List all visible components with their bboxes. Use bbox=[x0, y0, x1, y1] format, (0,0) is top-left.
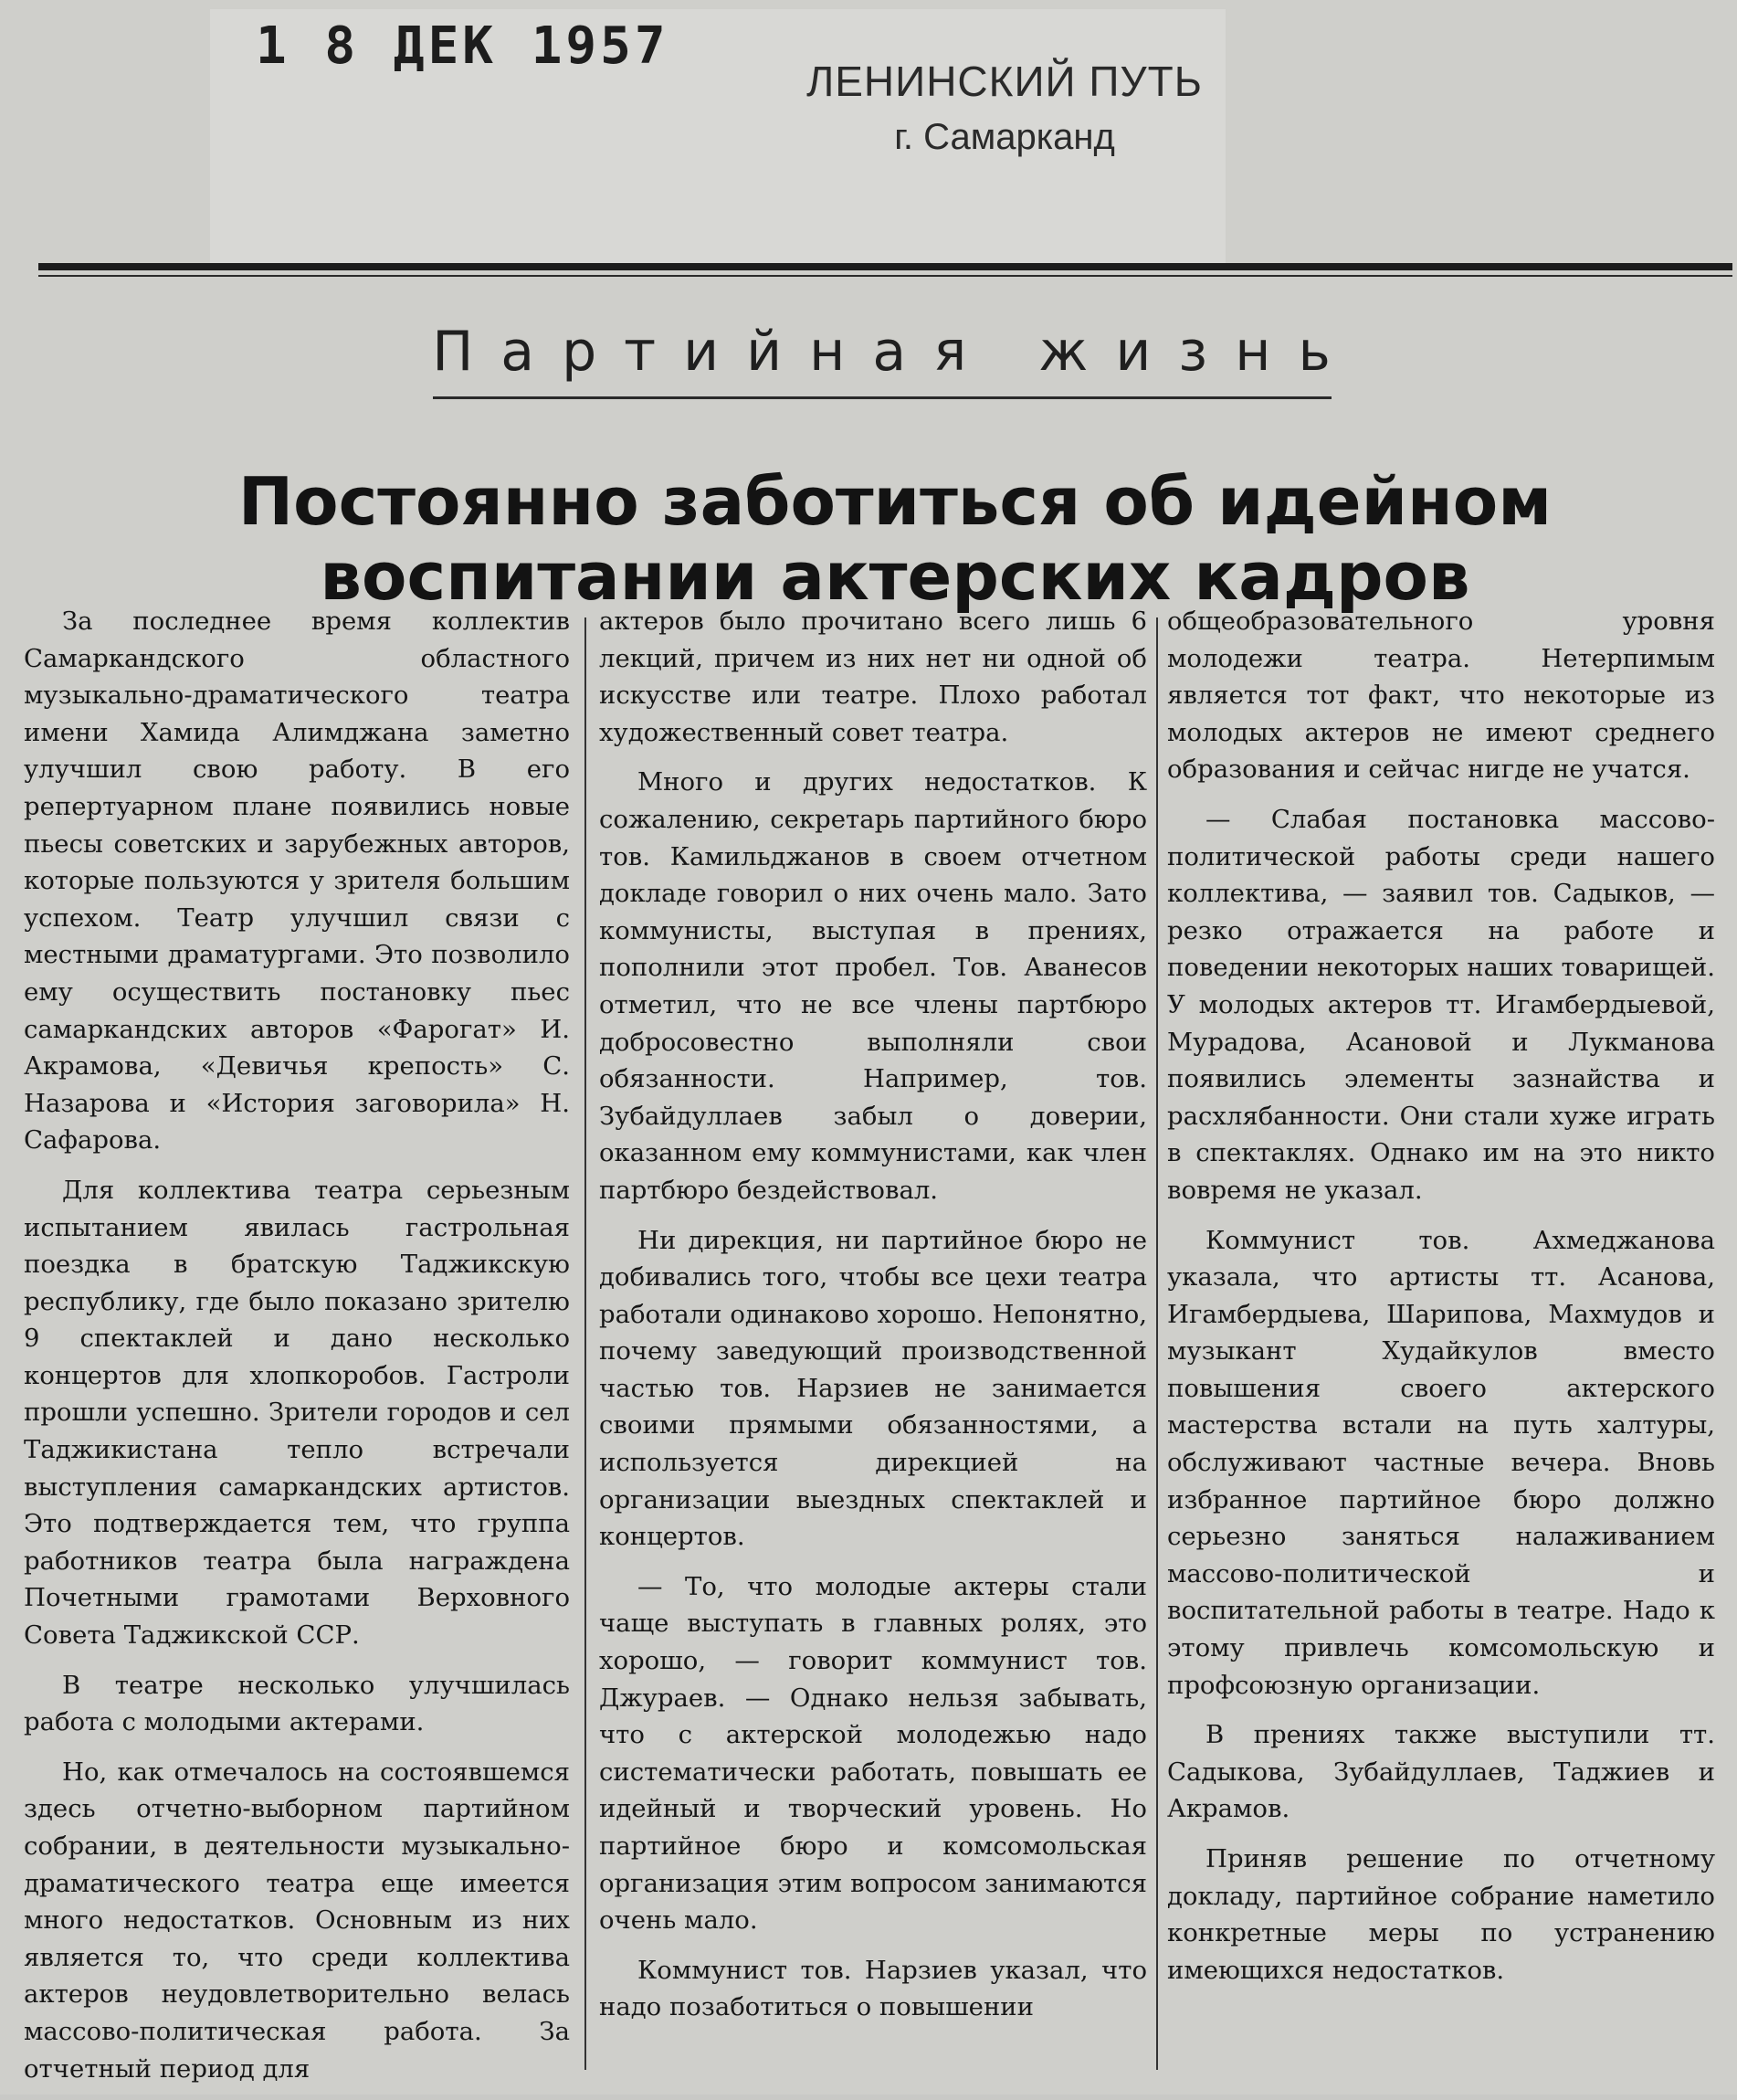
paragraph: За последнее время коллектив Самаркандского областного музыкально-драматического театра имени Хамида Алимджана заметно улучшил свою работу. В его репертуарном плане появились новые пьесы советских и зарубежных авторов, которые пользуются у зрителя большим успехом. Театр улучшил связи с местными драматургами. Это позволило ему осуществить постановку пьес самаркандских авторов «Фарогат» И. Акрамова, «Девичья крепость» С. Назарова и «История заговорила» Н. Сафарова. bbox=[24, 607, 570, 1156]
paragraph: — То, что молодые актеры стали чаще выступать в главных ролях, это хорошо, — говорит коммунист тов. Джураев. — Однако нельзя забывать, что с актерской молодежью надо систематически работать, повышать ее идейный и творческий уровень. Но партийное бюро и комсомольская организация этим вопросом занимаются очень мало. bbox=[599, 1571, 1147, 1936]
article-headline: Постоянно заботиться об идейном воспитании актерских кадров bbox=[237, 463, 1553, 616]
paragraph: Для коллектива театра серьезным испытанием явилась гастрольная поездка в братскую Таджикскую республику, где было показано зрителю 9 спектаклей и дано несколько концертов для хлопкоробов. Гастроли прошли успешно. Зрители городов и сел Таджикистана тепло встречали выступления самаркандских артистов. Это подтверждается тем, что группа работников театра была награждена Почетными грамотами Верховного Совета Таджикской ССР. bbox=[24, 1175, 570, 1651]
paragraph: актеров было прочитано всего лишь 6 лекций, причем из них нет ни одной об искусстве или театре. Плохо работал художественный совет театра. bbox=[599, 607, 1147, 747]
newspaper-name: ЛЕНИНСКИЙ ПУТЬ bbox=[806, 58, 1203, 105]
section-rubric: Партийная жизнь bbox=[432, 320, 1358, 384]
rubric-underline bbox=[433, 396, 1332, 399]
paragraph: Ни дирекция, ни партийное бюро не добивались того, чтобы все цехи театра работали одинаково хорошо. Непонятно, почему заведующий производственной частью тов. Нарзиев не занимается своими прямыми обязанностями, а используется дирекцией на организации выездных спектаклей и концертов. bbox=[599, 1225, 1147, 1552]
article-column-1 bbox=[24, 603, 570, 2100]
newspaper-city: г. Самарканд bbox=[894, 117, 1115, 157]
paragraph: В театре несколько улучшилась работа с молодыми актерами. bbox=[24, 1670, 570, 1737]
paragraph: Коммунист тов. Ахмеджанова указала, что артисты тт. Асанова, Игамбердыева, Шарипова, Махмудов и музыкант Худайкулов вместо повышения своего актерского мастерства встали на путь халтуры, обслуживают частные вечера. Вновь избранное партийное бюро должно серьезно заняться налаживанием массово-политической и воспитательной работы в театре. Надо к этому привлечь комсомольскую и профсоюзную организации. bbox=[1167, 1225, 1715, 1700]
paragraph: Много и других недостатков. К сожалению, секретарь партийного бюро тов. Камильджанов в своем отчетном докладе говорил о них очень мало. Зато коммунисты, выступая в прениях, пополнили этот пробел. Тов. Аванесов отметил, что не все члены партбюро добросовестно выполняли свои обязанности. Например, тов. Зубайдуллаев забыл о доверии, оказанном ему коммунистами, как член партбюро бездействовал. bbox=[599, 767, 1147, 1205]
paragraph: Коммунист тов. Нарзиев указал, что надо позаботиться о повышении bbox=[599, 1955, 1147, 2022]
column-divider bbox=[1156, 617, 1158, 2070]
paragraph: В прениях также выступили тт. Садыкова, Зубайдуллаев, Таджиев и Акрамов. bbox=[1167, 1720, 1715, 1824]
paragraph: Приняв решение по отчетному докладу, партийное собрание наметило конкретные меры по устранению имеющихся недостатков. bbox=[1167, 1844, 1715, 1985]
header-rule bbox=[38, 263, 1732, 270]
header-rule-thin bbox=[38, 275, 1732, 277]
date-stamp: 1 8 ДЕК 1957 bbox=[256, 16, 669, 76]
paragraph: Но, как отмечалось на состоявшемся здесь отчетно-выборном партийном собрании, в деятельности музыкально-драматического театра еще имеется много недостатков. Основным из них является то, что среди коллектива актеров неудовлетворительно велась массово-политическая работа. За отчетный период для bbox=[24, 1757, 570, 2084]
paragraph: — Слабая постановка массово-политической работы среди нашего коллектива, — заявил тов. Садыков, —резко отражается на работе и поведении некоторых наших товарищей. У молодых актеров тт. Игамбердыевой, Мурадова, Асановой и Лукманова появились элементы зазнайства и расхлябанности. Они стали хуже играть в спектаклях. Однако им на это никто вовремя не указал. bbox=[1167, 804, 1715, 1205]
paragraph: общеобразовательного уровня молодежи театра. Нетерпимым является тот факт, что некоторые из молодых актеров не имеют среднего образования и сейчас нигде не учатся. bbox=[1167, 607, 1715, 785]
article-column-2 bbox=[599, 603, 1147, 2039]
article-column-3 bbox=[1167, 603, 1715, 2001]
column-divider bbox=[584, 617, 586, 2070]
